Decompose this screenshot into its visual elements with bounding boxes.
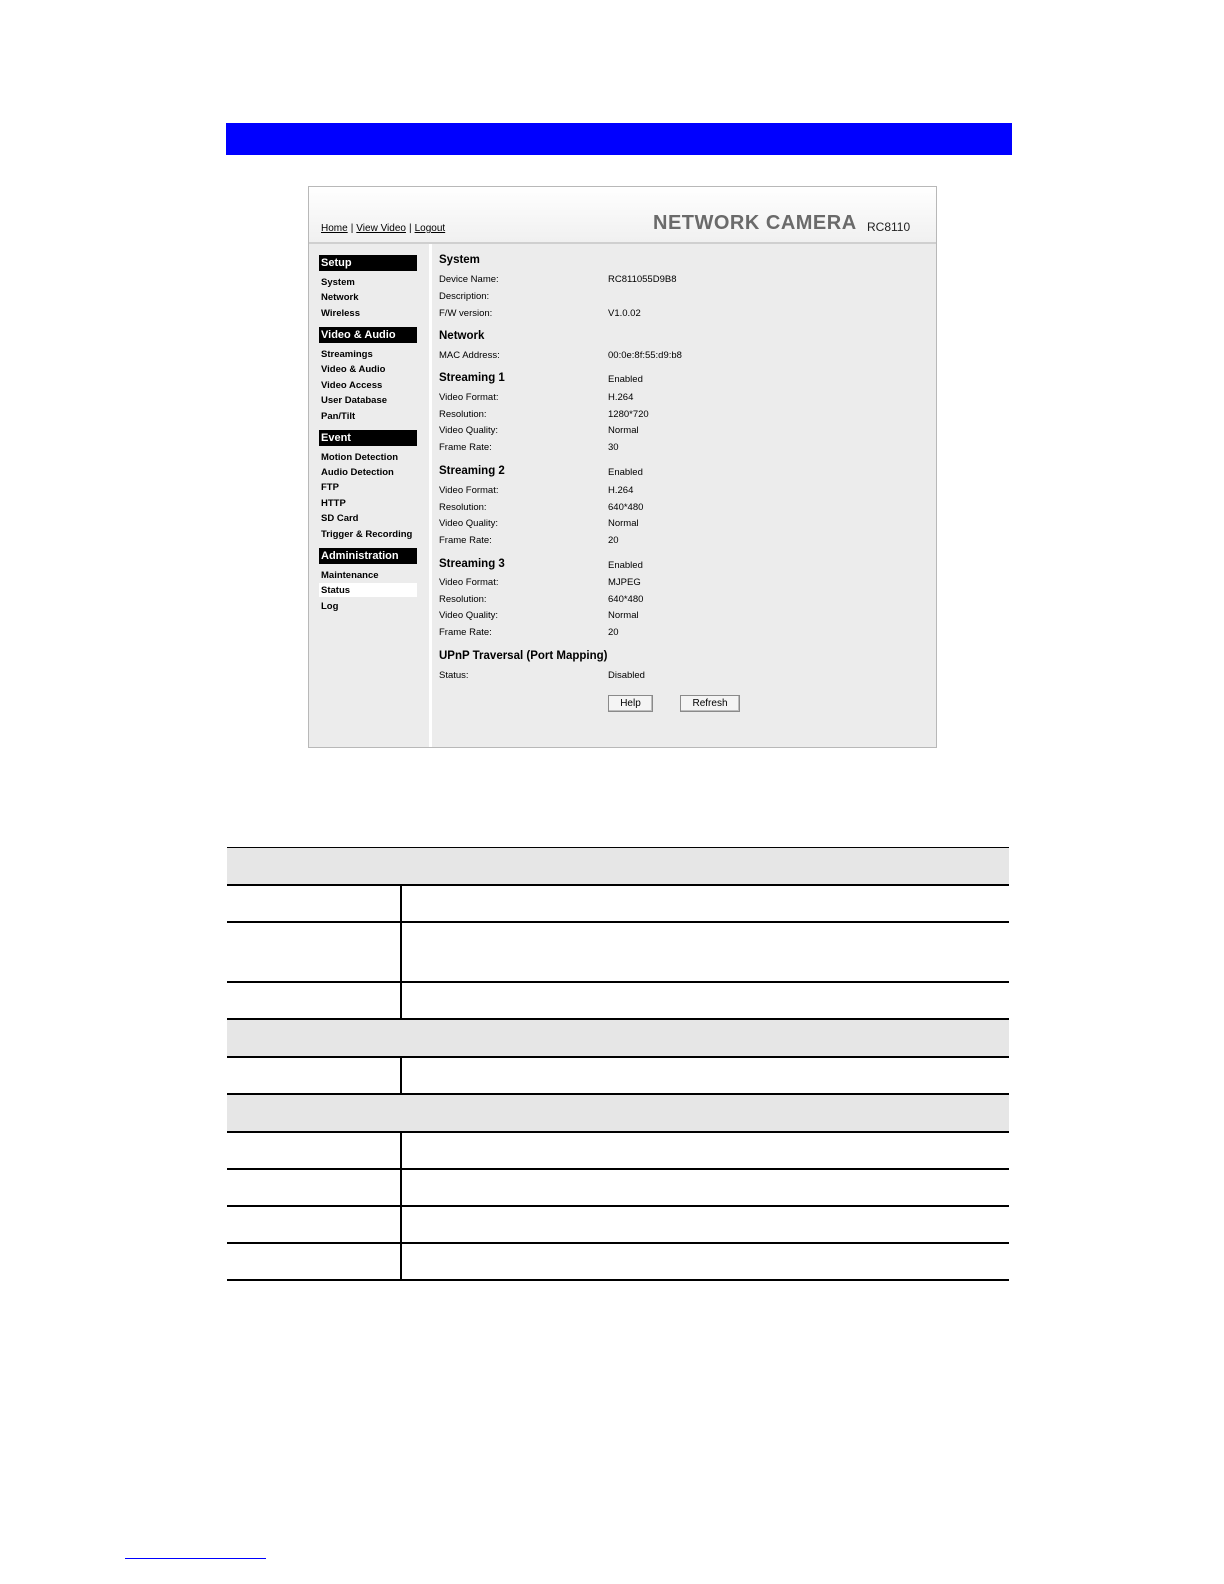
- sidebar-item-http[interactable]: HTTP: [321, 498, 346, 509]
- streaming-1-resolution-label: Resolution:: [439, 409, 487, 420]
- streaming-3-frame-rate: 20: [608, 627, 619, 638]
- sidebar-item-wireless[interactable]: Wireless: [321, 308, 360, 319]
- table-section-header: [227, 848, 1009, 886]
- device-name-value: RC811055D9B8: [608, 274, 677, 285]
- fw-version-label: F/W version:: [439, 308, 493, 319]
- system-heading: System: [439, 254, 480, 266]
- sidebar-item-status[interactable]: Status: [321, 585, 351, 596]
- table-row: [227, 922, 1009, 982]
- device-name-label: Device Name:: [439, 274, 499, 285]
- streaming-1-format-label: Video Format:: [439, 392, 499, 403]
- description-table: [227, 847, 1009, 1281]
- streaming-2-heading: Streaming 2: [439, 465, 505, 477]
- table-row: [227, 885, 1009, 922]
- streaming-2-resolution-label: Resolution:: [439, 502, 487, 513]
- streaming-2-frame-rate-label: Frame Rate:: [439, 535, 492, 546]
- footer-link-underline: [125, 1558, 266, 1559]
- streaming-2-state: Enabled: [608, 467, 643, 478]
- streaming-1-frame-rate-label: Frame Rate:: [439, 442, 492, 453]
- sidebar-item-trigger-recording[interactable]: Trigger & Recording: [321, 529, 413, 540]
- sidebar-item-log[interactable]: Log: [321, 601, 339, 612]
- sidebar-section-video-audio: Video & Audio: [319, 327, 417, 343]
- description-label: Description:: [439, 291, 490, 302]
- streaming-2-resolution: 640*480: [608, 502, 644, 513]
- refresh-button[interactable]: Refresh: [680, 695, 740, 712]
- sidebar-item-audio-detection[interactable]: Audio Detection: [321, 467, 394, 478]
- sidebar-item-user-database[interactable]: User Database: [321, 395, 388, 406]
- link-separator: |: [350, 223, 354, 234]
- streaming-2-format: H.264: [608, 485, 634, 496]
- streaming-1-format: H.264: [608, 392, 634, 403]
- streaming-2-frame-rate: 20: [608, 535, 619, 546]
- streaming-3-quality-label: Video Quality:: [439, 610, 498, 621]
- upnp-status-label: Status:: [439, 670, 469, 681]
- link-separator: |: [408, 223, 412, 234]
- table-row: [227, 1169, 1009, 1206]
- streaming-1-quality-label: Video Quality:: [439, 425, 498, 436]
- streaming-1-resolution: 1280*720: [608, 409, 649, 420]
- streaming-2-quality-label: Video Quality:: [439, 518, 498, 529]
- table-section-header: [227, 1019, 1009, 1057]
- sidebar-section-administration: Administration: [319, 548, 417, 564]
- sidebar-item-video-access[interactable]: Video Access: [321, 380, 383, 391]
- view-video-link[interactable]: View Video: [356, 223, 406, 234]
- streaming-3-resolution-label: Resolution:: [439, 594, 487, 605]
- network-heading: Network: [439, 330, 485, 342]
- upnp-status-value: Disabled: [608, 670, 645, 681]
- streaming-1-heading: Streaming 1: [439, 372, 505, 384]
- streaming-1-quality: Normal: [608, 425, 639, 436]
- streaming-3-format: MJPEG: [608, 577, 641, 588]
- camera-header: [309, 187, 936, 244]
- sidebar-item-system[interactable]: System: [321, 277, 355, 288]
- sidebar-item-sd-card[interactable]: SD Card: [321, 513, 359, 524]
- streaming-1-frame-rate: 30: [608, 442, 619, 453]
- streaming-3-heading: Streaming 3: [439, 558, 505, 570]
- sidebar-item-pan-tilt[interactable]: Pan/Tilt: [321, 411, 356, 422]
- sidebar-item-ftp[interactable]: FTP: [321, 482, 339, 493]
- top-nav-links: [321, 223, 445, 234]
- logout-link[interactable]: Logout: [414, 223, 446, 234]
- home-link[interactable]: Home: [321, 223, 348, 234]
- sidebar-item-network[interactable]: Network: [321, 292, 359, 303]
- streaming-1-state: Enabled: [608, 374, 643, 385]
- streaming-3-frame-rate-label: Frame Rate:: [439, 627, 492, 638]
- sidebar-divider: [429, 244, 432, 747]
- sidebar-menu: [309, 244, 429, 747]
- sidebar-item-motion-detection[interactable]: Motion Detection: [321, 452, 399, 463]
- sidebar-section-event: Event: [319, 430, 417, 446]
- streaming-3-state: Enabled: [608, 560, 643, 571]
- table-row: [227, 1243, 1009, 1280]
- help-button[interactable]: Help: [608, 695, 653, 712]
- streaming-2-format-label: Video Format:: [439, 485, 499, 496]
- page-header-bar: [226, 123, 1012, 155]
- table-section-header: [227, 1094, 1009, 1132]
- fw-version-value: V1.0.02: [608, 308, 641, 319]
- camera-status-screenshot: [308, 186, 937, 748]
- table-row: [227, 1057, 1009, 1094]
- streaming-3-resolution: 640*480: [608, 594, 644, 605]
- mac-address-label: MAC Address:: [439, 350, 500, 361]
- table-row: [227, 982, 1009, 1019]
- streaming-2-quality: Normal: [608, 518, 639, 529]
- table-row: [227, 1132, 1009, 1169]
- sidebar-item-streamings[interactable]: Streamings: [321, 349, 373, 360]
- streaming-3-quality: Normal: [608, 610, 639, 621]
- upnp-heading: UPnP Traversal (Port Mapping): [439, 650, 608, 662]
- sidebar-item-maintenance[interactable]: Maintenance: [321, 570, 379, 581]
- mac-address-value: 00:0e:8f:55:d9:b8: [608, 350, 682, 361]
- table-row: [227, 1206, 1009, 1243]
- sidebar-section-setup: Setup: [319, 255, 417, 271]
- brand-title: NETWORK CAMERA: [653, 212, 857, 234]
- sidebar-item-video-audio[interactable]: Video & Audio: [321, 364, 386, 375]
- streaming-3-format-label: Video Format:: [439, 577, 499, 588]
- model-number: RC8110: [867, 220, 911, 234]
